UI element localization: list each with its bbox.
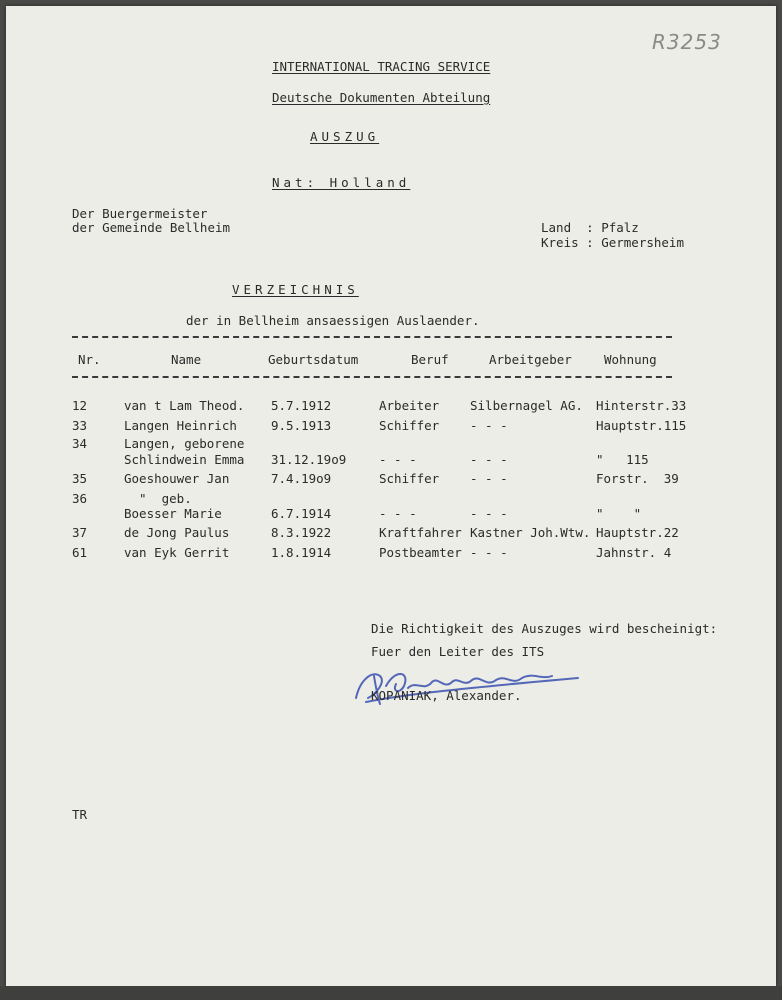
col-wohnung: Wohnung (604, 352, 657, 367)
cell-arbeitgeber: - - - (470, 418, 508, 433)
cell-nr: 37 (72, 525, 88, 540)
signature-mark (346, 658, 596, 714)
cell-dob: 5.7.1912 (271, 398, 332, 413)
cell-dob: 6.7.1914 (271, 506, 332, 521)
signature-for: Fuer den Leiter des ITS (371, 644, 545, 659)
cell-name: Langen, geborene (124, 436, 245, 451)
col-beruf: Beruf (411, 352, 449, 367)
cell-wohnung: " " (596, 506, 642, 521)
document-page (6, 6, 776, 986)
cell-nr: 12 (72, 398, 88, 413)
cell-nr: 33 (72, 418, 88, 433)
col-arbeitgeber: Arbeitgeber (489, 352, 572, 367)
scan-border (0, 986, 782, 1000)
divider-bottom (72, 376, 672, 378)
from-line-2: der Gemeinde Bellheim (72, 220, 231, 235)
cell-arbeitgeber: Kastner Joh.Wtw. (470, 525, 591, 540)
col-nr: Nr. (78, 352, 101, 367)
certification: Die Richtigkeit des Auszuges wird bescheinigt: (371, 621, 718, 636)
cell-arbeitgeber: - - - (470, 545, 508, 560)
cell-name: de Jong Paulus (124, 525, 230, 540)
cell-arbeitgeber: Silbernagel AG. (470, 398, 583, 413)
cell-beruf: Schiffer (379, 418, 440, 433)
from-line-1: Der Buergermeister (72, 206, 208, 221)
cell-name: " geb. (124, 491, 192, 506)
cell-dob: 7.4.19o9 (271, 471, 332, 486)
cell-nr: 34 (72, 436, 88, 451)
cell-dob: 31.12.19o9 (271, 452, 347, 467)
archive-number: R3253 (652, 30, 722, 54)
cell-beruf: Kraftfahrer (379, 525, 462, 540)
divider-top (72, 336, 672, 338)
nationality: Nat: Holland (272, 175, 411, 190)
list-title: VERZEICHNIS (232, 282, 359, 297)
cell-name: van Eyk Gerrit (124, 545, 230, 560)
cell-wohnung: " 115 (596, 452, 649, 467)
org-title: INTERNATIONAL TRACING SERVICE (272, 59, 491, 74)
cell-name: van t Lam Theod. (124, 398, 245, 413)
col-geburtsdatum: Geburtsdatum (268, 352, 359, 367)
cell-name: Goeshouwer Jan (124, 471, 230, 486)
cell-beruf: Schiffer (379, 471, 440, 486)
cell-beruf: - - - (379, 452, 417, 467)
cell-beruf: Arbeiter (379, 398, 440, 413)
dept-title: Deutsche Dokumenten Abteilung (272, 90, 491, 105)
cell-wohnung: Hinterstr.33 (596, 398, 687, 413)
cell-name: Schlindwein Emma (124, 452, 245, 467)
cell-nr: 61 (72, 545, 88, 560)
cell-name: Boesser Marie (124, 506, 222, 521)
cell-arbeitgeber: - - - (470, 471, 508, 486)
cell-wohnung: Hauptstr.22 (596, 525, 679, 540)
cell-wohnung: Hauptstr.115 (596, 418, 687, 433)
doc-type: AUSZUG (310, 129, 380, 144)
col-name: Name (171, 352, 202, 367)
cell-wohnung: Jahnstr. 4 (596, 545, 672, 560)
typist-initials: TR (72, 807, 88, 822)
cell-beruf: - - - (379, 506, 417, 521)
land: Land : Pfalz (541, 220, 639, 235)
kreis: Kreis : Germersheim (541, 235, 684, 250)
cell-name: Langen Heinrich (124, 418, 237, 433)
cell-dob: 1.8.1914 (271, 545, 332, 560)
cell-arbeitgeber: - - - (470, 452, 508, 467)
cell-arbeitgeber: - - - (470, 506, 508, 521)
list-subtitle: der in Bellheim ansaessigen Auslaender. (186, 313, 480, 328)
signer-name: KOPANIAK, Alexander. (371, 688, 522, 703)
cell-nr: 35 (72, 471, 88, 486)
cell-dob: 8.3.1922 (271, 525, 332, 540)
cell-nr: 36 (72, 491, 88, 506)
cell-wohnung: Forstr. 39 (596, 471, 679, 486)
cell-beruf: Postbeamter (379, 545, 462, 560)
cell-dob: 9.5.1913 (271, 418, 332, 433)
